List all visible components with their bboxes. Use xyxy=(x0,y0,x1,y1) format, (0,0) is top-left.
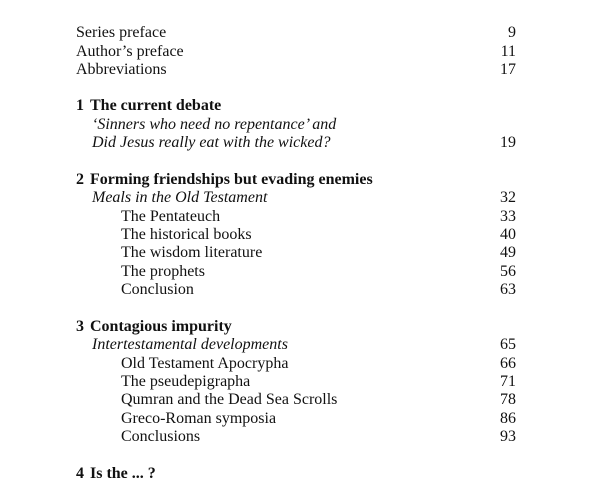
chapter-number: 1 xyxy=(76,97,84,114)
chapter-number: 3 xyxy=(76,318,84,335)
chapter-heading-3 xyxy=(76,317,516,336)
entry-title: Abbreviations xyxy=(76,61,167,78)
toc-entry-series-preface xyxy=(76,23,516,42)
chapter-subtitle-line: Intertestamental developments 65 xyxy=(92,336,516,353)
toc-section-entry xyxy=(76,409,516,428)
entry-title: The historical books xyxy=(121,226,252,243)
chapter-title: Is the ... ? xyxy=(90,465,156,482)
entry-page: 32 xyxy=(500,189,516,206)
entry-page: 71 xyxy=(500,373,516,390)
entry-page: 40 xyxy=(500,226,516,243)
chapter-number: 4 xyxy=(76,465,84,482)
chapter-number: 2 xyxy=(76,171,84,188)
entry-title: Old Testament Apocrypha xyxy=(121,355,289,372)
toc-entry-authors-preface xyxy=(76,42,516,61)
entry-title: Author’s preface xyxy=(76,43,184,60)
chapter-title: Contagious impurity xyxy=(90,318,232,335)
chapter-title: Forming friendships but evading enemies xyxy=(90,171,373,188)
toc-section-entry xyxy=(76,390,516,409)
entry-page: 78 xyxy=(500,391,516,408)
entry-page: 9 xyxy=(508,24,516,41)
entry-page: 86 xyxy=(500,410,516,427)
entry-title: Greco-Roman symposia xyxy=(121,410,277,427)
entry-title: Conclusion xyxy=(121,281,194,298)
entry-page: 93 xyxy=(500,428,516,445)
chapter-heading-2 xyxy=(76,170,516,189)
entry-page: 63 xyxy=(500,281,516,298)
entry-title: The Pentateuch xyxy=(121,208,221,225)
entry-title: The prophets xyxy=(121,263,205,280)
chapter-heading-4-partial xyxy=(76,464,516,483)
chapter-subtitle-line: ‘Sinners who need no repentance’ and xyxy=(92,116,337,133)
chapter-subtitle-line: Meals in the Old Testament 32 xyxy=(92,189,516,206)
chapter-subtitle-line: Did Jesus really eat with the wicked? 19 xyxy=(92,134,516,151)
entry-page: 65 xyxy=(500,336,516,353)
entry-title: Conclusions xyxy=(121,428,201,445)
entry-page: 56 xyxy=(500,263,516,280)
toc-section-entry xyxy=(76,243,516,262)
toc-entry-abbreviations xyxy=(76,60,516,79)
entry-page: 66 xyxy=(500,355,516,372)
chapter-title: The current debate xyxy=(90,97,222,114)
toc-section-entry xyxy=(76,225,516,244)
toc-section-entry xyxy=(76,427,516,446)
entry-title: The wisdom literature xyxy=(121,244,263,261)
toc-section-entry xyxy=(76,207,516,226)
entry-page: 19 xyxy=(500,134,516,151)
toc-section-entry xyxy=(76,262,516,281)
entry-page: 11 xyxy=(500,43,516,60)
entry-title: Series preface xyxy=(76,24,167,41)
entry-page: 17 xyxy=(500,61,516,78)
toc-section-entry xyxy=(76,280,516,299)
entry-title: The pseudepigrapha xyxy=(121,373,251,390)
entry-page: 49 xyxy=(500,244,516,261)
toc-section-entry xyxy=(76,372,516,391)
entry-page: 33 xyxy=(500,208,516,225)
chapter-heading-1 xyxy=(76,96,516,115)
entry-title: Qumran and the Dead Sea Scrolls xyxy=(121,391,338,408)
toc-section-entry xyxy=(76,354,516,373)
